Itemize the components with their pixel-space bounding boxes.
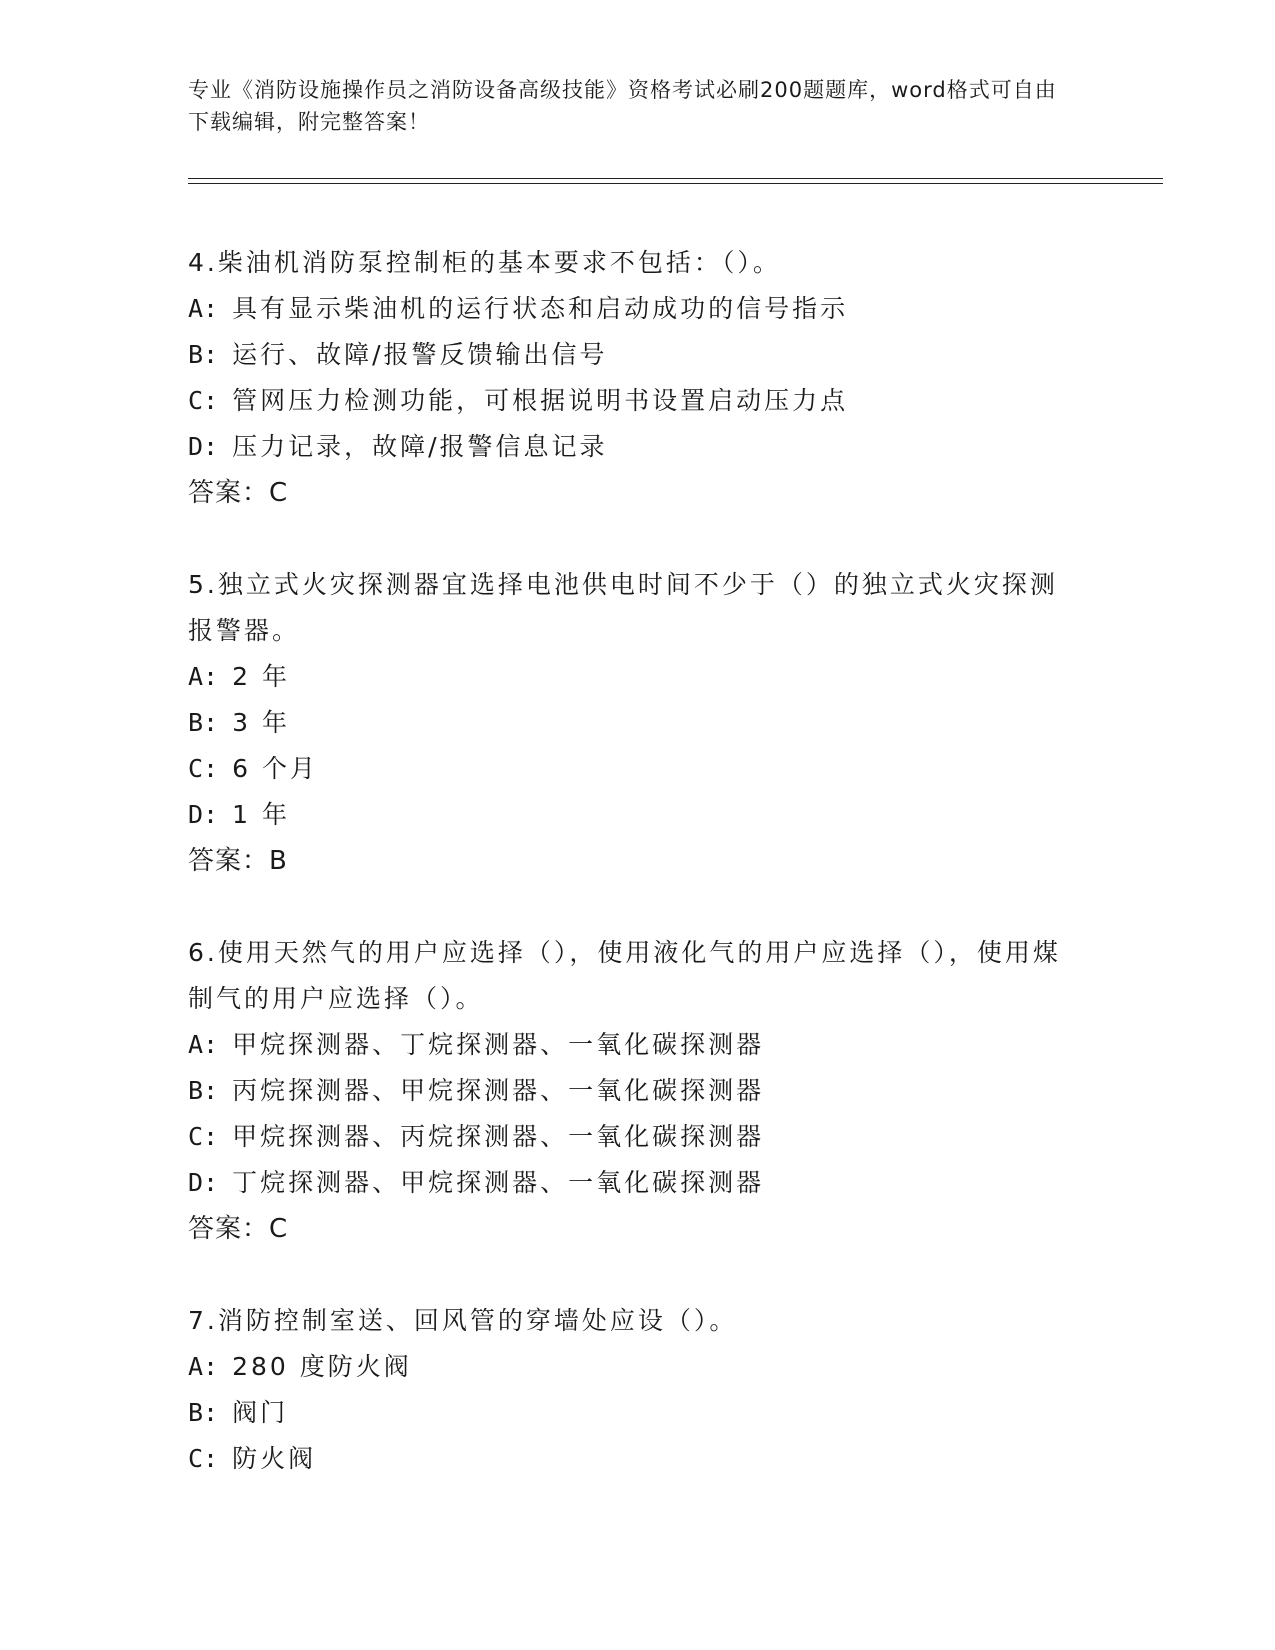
option-a [188, 1344, 1068, 1390]
option-label: C: [188, 1444, 219, 1473]
option-d [188, 1160, 1068, 1206]
option-c [188, 1436, 1068, 1482]
option-c [188, 1114, 1068, 1160]
option-text: 甲烷探测器、丙烷探测器、一氧化碳探测器 [232, 1122, 765, 1151]
question-4 [188, 240, 1068, 516]
option-b [188, 700, 1068, 746]
option-b [188, 1390, 1068, 1436]
option-label: B: [188, 708, 219, 737]
option-label: C: [188, 1122, 219, 1151]
option-label: A: [188, 1352, 219, 1381]
question-text: 7.消防控制室送、回风管的穿墙处应设（）。 [188, 1306, 738, 1335]
answer-label: 答案： [188, 1214, 270, 1244]
option-label: D: [188, 800, 219, 829]
option-c [188, 378, 1068, 424]
answer-line [188, 470, 1068, 516]
option-text: 2 年 [232, 662, 290, 691]
question-text: 4.柴油机消防泵控制柜的基本要求不包括：（）。 [188, 248, 781, 277]
question-text: 6.使用天然气的用户应选择（），使用液化气的用户应选择（），使用煤制气的用户应选择（）。 [188, 938, 1061, 1013]
answer-line [188, 838, 1068, 884]
option-label: B: [188, 340, 219, 369]
option-text: 防火阀 [232, 1444, 317, 1473]
option-text: 运行、故障/报警反馈输出信号 [232, 340, 608, 369]
option-text: 3 年 [232, 708, 290, 737]
question-text: 5.独立式火灾探测器宜选择电池供电时间不少于（）的独立式火灾探测报警器。 [188, 570, 1058, 645]
header-divider-top [188, 178, 1163, 179]
answer-value: B [269, 846, 288, 876]
answer-value: C [269, 1214, 289, 1244]
option-b [188, 332, 1068, 378]
option-label: D: [188, 1168, 219, 1197]
option-c [188, 746, 1068, 792]
header-divider-bottom [188, 183, 1163, 184]
option-text: 压力记录，故障/报警信息记录 [232, 432, 608, 461]
option-label: C: [188, 754, 219, 783]
option-label: B: [188, 1398, 219, 1427]
option-text: 280 度防火阀 [232, 1352, 412, 1381]
option-label: A: [188, 1030, 219, 1059]
option-text: 1 年 [232, 800, 290, 829]
question-6 [188, 930, 1068, 1252]
option-text: 阀门 [232, 1398, 289, 1427]
option-text: 丁烷探测器、甲烷探测器、一氧化碳探测器 [232, 1168, 765, 1197]
option-text: 6 个月 [232, 754, 318, 783]
option-a [188, 654, 1068, 700]
option-label: A: [188, 294, 219, 323]
option-text: 管网压力检测功能，可根据说明书设置启动压力点 [232, 386, 849, 415]
option-b [188, 1068, 1068, 1114]
question-5 [188, 562, 1068, 884]
question-7 [188, 1298, 1068, 1482]
answer-label: 答案： [188, 846, 270, 876]
document-header: 专业《消防设施操作员之消防设备高级技能》资格考试必刷200题题库，word格式可自由下载编辑，附完整答案！ [188, 78, 1057, 134]
answer-label: 答案： [188, 478, 270, 508]
option-text: 具有显示柴油机的运行状态和启动成功的信号指示 [232, 294, 849, 323]
option-text: 丙烷探测器、甲烷探测器、一氧化碳探测器 [232, 1076, 765, 1105]
question-list [188, 240, 1068, 1528]
option-d [188, 424, 1068, 470]
option-text: 甲烷探测器、丁烷探测器、一氧化碳探测器 [232, 1030, 765, 1059]
answer-value: C [269, 478, 289, 508]
option-a [188, 1022, 1068, 1068]
option-label: C: [188, 386, 219, 415]
option-label: B: [188, 1076, 219, 1105]
option-label: D: [188, 432, 219, 461]
answer-line [188, 1206, 1068, 1252]
option-a [188, 286, 1068, 332]
option-label: A: [188, 662, 219, 691]
option-d [188, 792, 1068, 838]
